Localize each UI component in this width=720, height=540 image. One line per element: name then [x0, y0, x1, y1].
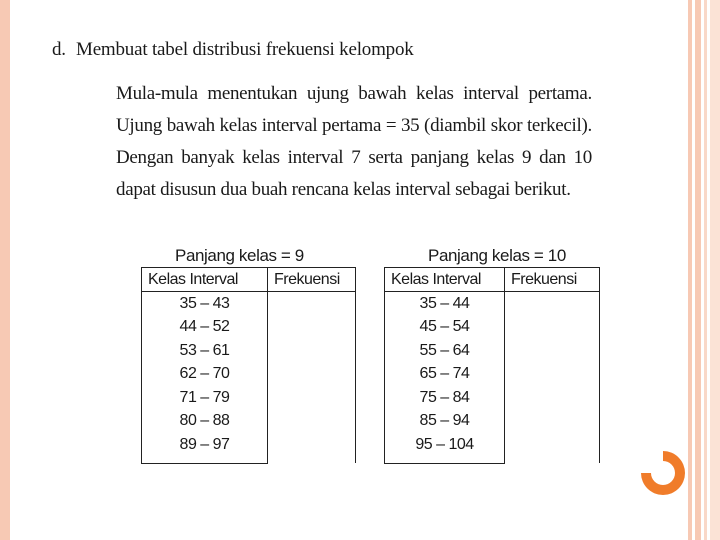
interval-cell: 80 – 88: [142, 410, 268, 434]
interval-cell: 44 – 52: [142, 316, 268, 340]
table-row: [385, 292, 600, 316]
left-frame-bar: [0, 0, 10, 540]
table2-block: [384, 246, 600, 464]
frequency-cell: [268, 292, 356, 464]
section-title: Membuat tabel distribusi frekuensi kelompok: [76, 39, 414, 60]
section-heading: [52, 39, 414, 61]
table1-block: [141, 246, 356, 464]
column-header-interval: Kelas Interval: [385, 268, 505, 292]
table-row: [142, 292, 356, 316]
interval-cell: 95 – 104: [385, 433, 505, 457]
interval-cell: 85 – 94: [385, 410, 505, 434]
section-number: d.: [52, 39, 66, 60]
right-frame-stripe: [688, 0, 692, 540]
interval-cell: 62 – 70: [142, 363, 268, 387]
interval-cell-spacer: [142, 457, 268, 464]
frequency-table-1: [141, 267, 356, 464]
table-header-row: [142, 268, 356, 292]
explanation-paragraph: Mula-mula menentukan ujung bawah kelas interval pertama. Ujung bawah kelas interval pertama = 35 (diambil skor terkecil). Dengan banyak kelas interval 7 serta panjang kelas 9 dan 10 dapat disusun dua buah rencana kelas interval sebagai berikut.: [116, 83, 592, 200]
interval-cell-spacer: [385, 457, 505, 464]
interval-cell: 65 – 74: [385, 363, 505, 387]
interval-cell: 89 – 97: [142, 433, 268, 457]
interval-cell: 35 – 44: [385, 292, 505, 316]
frequency-table-2: [384, 267, 600, 464]
table-header-row: [385, 268, 600, 292]
right-frame-stripe: [710, 0, 720, 540]
orange-partial-circle-icon: [641, 451, 685, 495]
column-header-interval: Kelas Interval: [142, 268, 268, 292]
column-header-frequency: Frekuensi: [505, 268, 600, 292]
interval-cell: 55 – 64: [385, 339, 505, 363]
interval-cell: 75 – 84: [385, 386, 505, 410]
column-header-frequency: Frekuensi: [268, 268, 356, 292]
frequency-cell: [505, 292, 600, 464]
interval-cell: 71 – 79: [142, 386, 268, 410]
interval-cell: 35 – 43: [142, 292, 268, 316]
interval-cell: 45 – 54: [385, 316, 505, 340]
interval-cell: 53 – 61: [142, 339, 268, 363]
right-frame-stripe: [704, 0, 707, 540]
table2-caption: Panjang kelas = 10: [428, 246, 566, 265]
right-frame-stripe: [695, 0, 701, 540]
table1-caption: Panjang kelas = 9: [175, 246, 304, 265]
